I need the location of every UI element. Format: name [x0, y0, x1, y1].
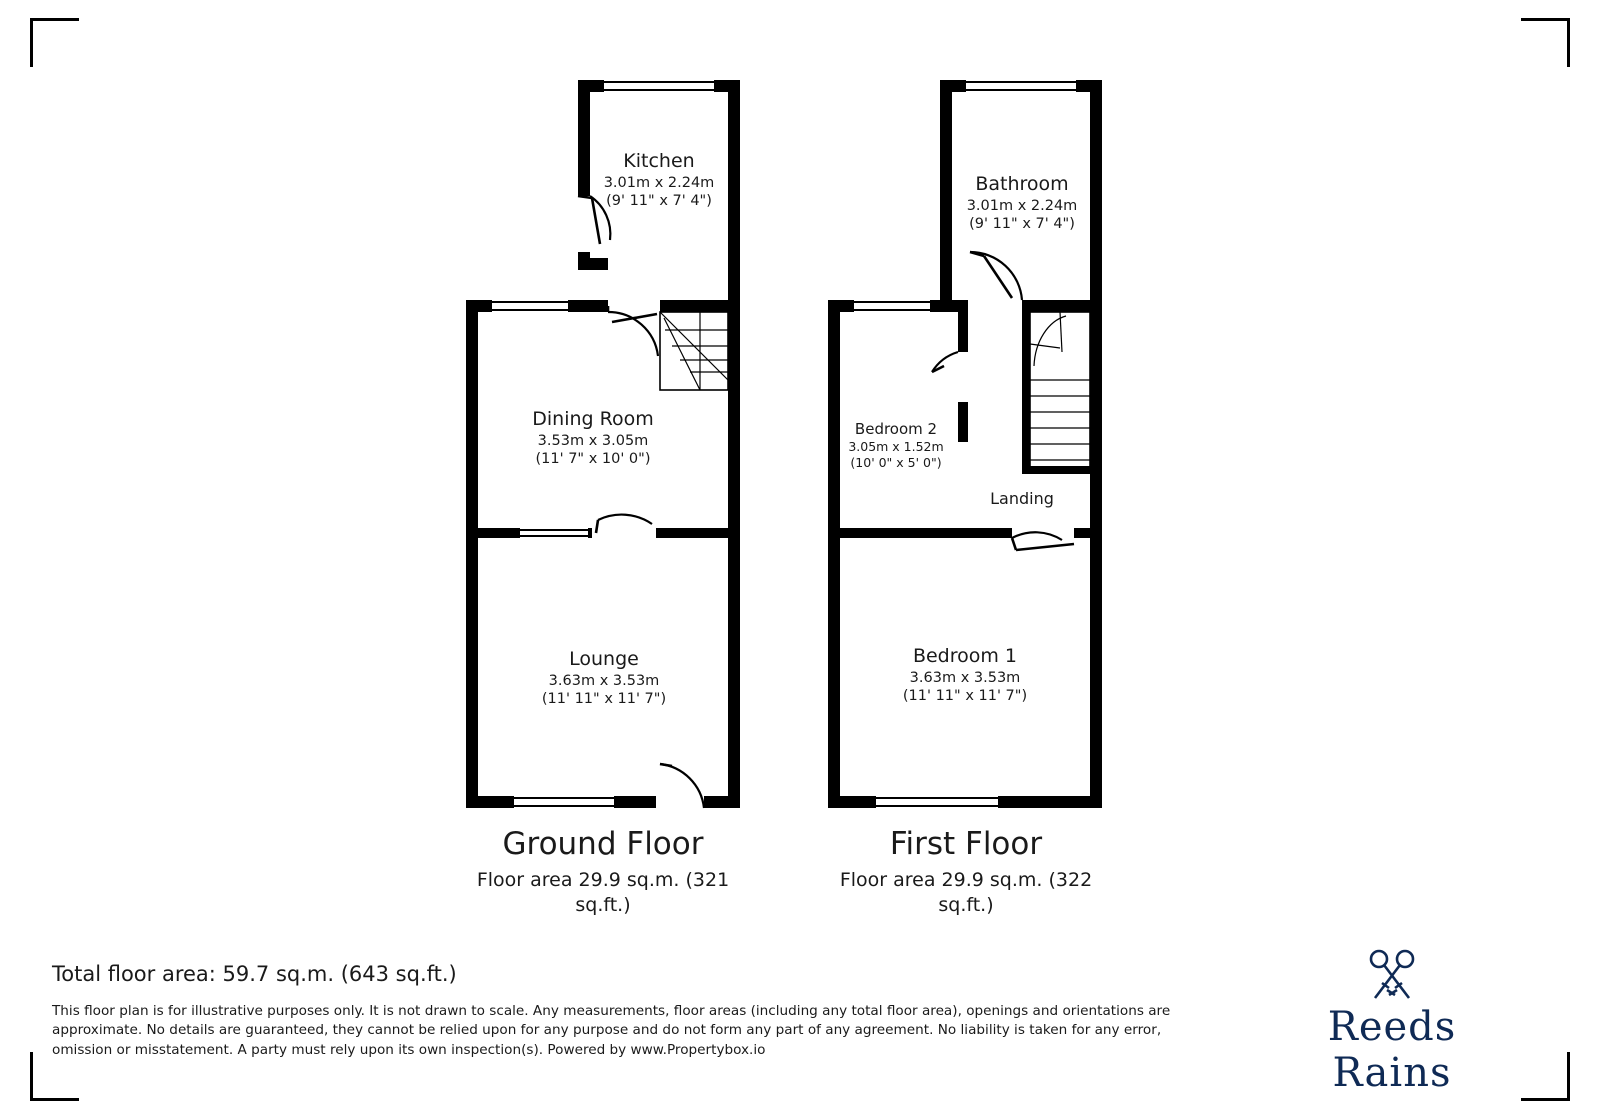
room-name: Dining Room	[532, 408, 654, 430]
brand-name: Reeds Rains	[1327, 1004, 1457, 1096]
room-dim-metric: 3.01m x 2.24m	[966, 197, 1078, 214]
floor-area-text: Floor area 29.9 sq.m. (322 sq.ft.)	[839, 869, 1093, 916]
room-dim-metric: 3.53m x 3.05m	[537, 432, 649, 449]
ground-stairs	[660, 312, 728, 390]
room-dim-metric: 3.01m x 2.24m	[603, 174, 715, 191]
room-dim-imperial: (9' 11" x 7' 4")	[969, 216, 1075, 233]
room-name: Lounge	[569, 648, 639, 670]
room-dim-imperial: (10' 0" x 5' 0")	[850, 454, 942, 470]
floor-title-ground	[453, 827, 753, 917]
room-label-landing	[990, 489, 1054, 509]
room-label-bathroom	[967, 173, 1078, 233]
room-dim-imperial: (9' 11" x 7' 4")	[606, 193, 712, 210]
floor-title-text: Ground Floor	[502, 826, 704, 862]
room-name: Bedroom 1	[912, 645, 1018, 667]
room-dim-metric: 3.05m x 1.52m	[848, 438, 944, 454]
floor-title-first	[816, 827, 1116, 917]
floor-title-text: First Floor	[889, 826, 1043, 862]
room-dim-imperial: (11' 7" x 10' 0")	[535, 451, 651, 468]
disclaimer-text: This floor plan is for illustrative purposes only. It is not drawn to scale. Any measurements, floor areas (including any total floor area), openings and orientations are approximate. No details are guaranteed, they cannot be relied upon for any purpose and do not form any part of any agreement. No liability is taken for any error, omission or misstatement. A party must rely upon its own inspection(s). Powered by www.Propertybox.io	[52, 1003, 1171, 1058]
room-dim-metric: 3.63m x 3.53m	[548, 672, 660, 689]
floor-area-text: Floor area 29.9 sq.m. (321 sq.ft.)	[476, 869, 730, 916]
brand-logo	[1262, 946, 1522, 1096]
room-label-kitchen	[604, 150, 715, 210]
room-label-bedroom-1	[903, 645, 1027, 705]
room-dim-imperial: (11' 11" x 11' 7")	[541, 691, 667, 708]
room-name: Bathroom	[975, 173, 1069, 195]
room-name: Landing	[990, 489, 1054, 508]
room-name: Kitchen	[623, 150, 695, 172]
room-name: Bedroom 2	[854, 420, 938, 438]
room-label-dining-room	[532, 408, 653, 468]
room-dim-metric: 3.63m x 3.53m	[909, 669, 1021, 686]
room-label-lounge	[542, 648, 666, 708]
room-dim-imperial: (11' 11" x 11' 7")	[902, 688, 1028, 705]
first-stairs	[1030, 312, 1090, 470]
room-label-bedroom-2	[848, 420, 943, 470]
total-floor-area: Total floor area: 59.7 sq.m. (643 sq.ft.)	[52, 962, 457, 986]
crossed-keys-icon	[1262, 946, 1522, 1002]
